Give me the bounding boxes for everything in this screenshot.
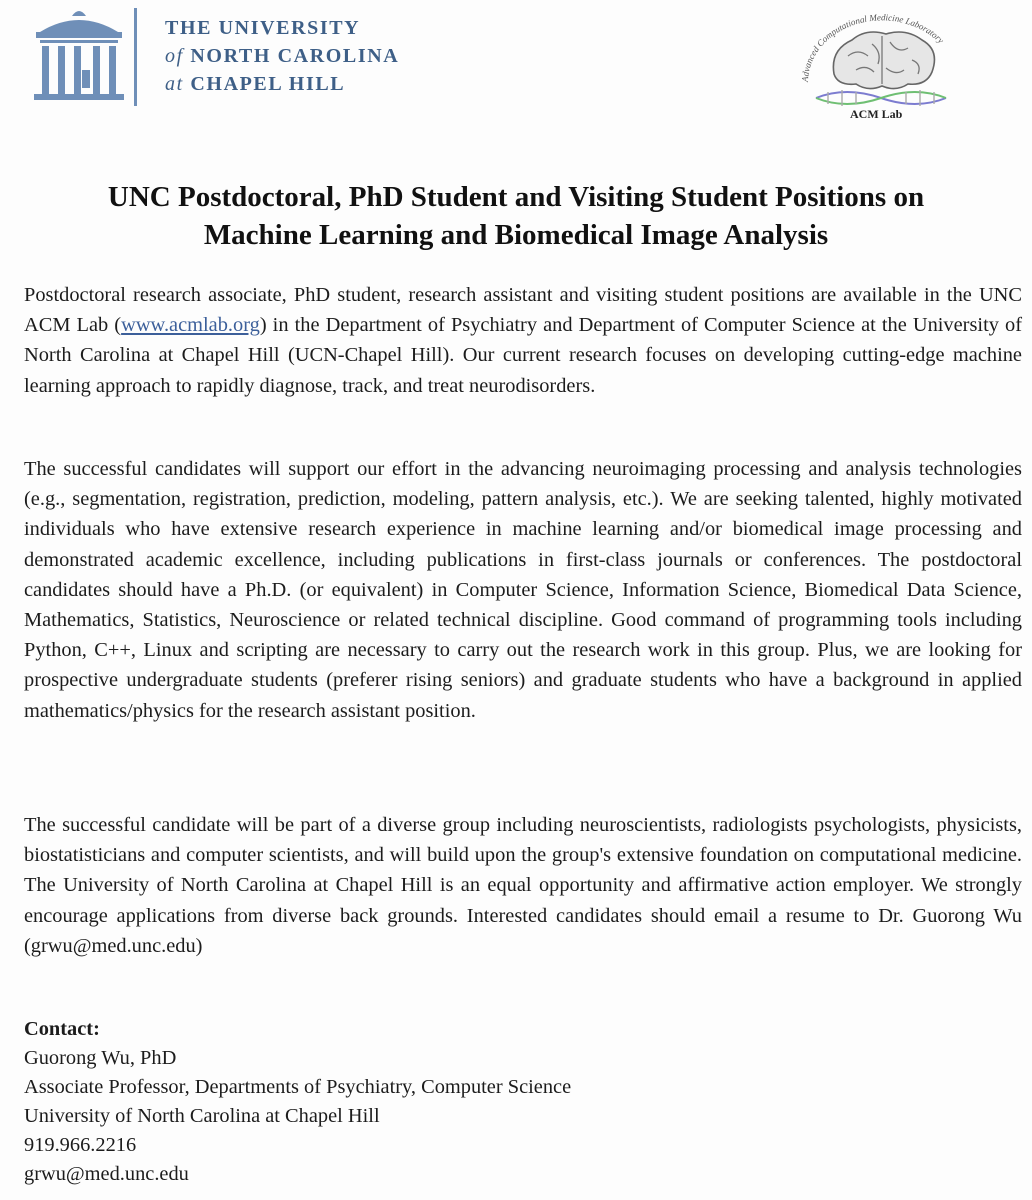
contact-heading: Contact: <box>24 1018 100 1040</box>
title-line-1: UNC Postdoctoral, PhD Student and Visiting Student Positions on <box>107 181 925 213</box>
paragraph-intro <box>24 280 1022 401</box>
acm-logo-label: ACM Lab <box>850 107 903 121</box>
unc-wordmark <box>165 14 399 98</box>
unc-old-well-logo <box>28 8 130 104</box>
paragraph-group: The successful candidate will be part of a diverse group including neuroscientists, radiologists psychologists, physicists, biostatisticians and computer scientists, and will build upon the group's extensive foundation on computational medicine. The University of North Carolina at Chapel Hill is an equal opportunity and affirmative action employer. We strongly encourage applications from diverse back grounds. Interested candidates should email a resume to Dr. Guorong Wu (grwu@med.unc.edu) <box>24 814 1022 957</box>
title-line-2: Machine Learning and Biomedical Image Analysis <box>203 219 829 251</box>
unc-line-2: NORTH CAROLINA <box>190 45 400 67</box>
contact-institution: University of North Carolina at Chapel Hill <box>24 1105 380 1127</box>
acmlab-website-link[interactable]: www.acmlab.org <box>121 314 260 337</box>
logo-divider <box>134 8 137 106</box>
paragraph-requirements: The successful candidates will support our effort in the advancing neuroimaging processing and analysis technologies (e.g., segmentation, registration, prediction, modeling, pattern analysis, etc.). We are seeking talented, highly motivated individuals who have extensive research experience in machine learning and/or biomedical image processing and demonstrated academic excellence, including publications in first-class journals or conferences. The postdoctoral candidates should have a Ph.D. (or equivalent) in Computer Science, Information Science, Biomedical Data Science, Mathematics, Statistics, Neuroscience or related technical discipline. Good command of programming tools including Python, C++, Linux and scripting are necessary to carry out the research work in this group. Plus, we are looking for prospective undergraduate students (preferer rising seniors) and graduate students who have a background in applied mathematics/physics for the research assistant position. <box>24 458 1022 722</box>
contact-block <box>24 1015 571 1189</box>
unc-line-2-prefix: of <box>165 45 184 67</box>
contact-name: Guorong Wu, PhD <box>24 1047 177 1069</box>
contact-phone: 919.966.2216 <box>24 1134 137 1156</box>
page-title <box>20 178 1012 254</box>
unc-line-3: CHAPEL HILL <box>190 73 346 95</box>
p1-after-link: ) in the Department of Psychiatry and Department of Computer Science at the University of North Carolina at Chapel Hill (UCN-Chapel Hill). Our current research focuses on developing cutting-edge machine learning approach to rapidly diagnose, track, and treat neurodisorders. <box>24 314 1022 397</box>
p1-before-link: Postdoctoral research associate, PhD student, research assistant and visiting student positions are available in the UNC ACM Lab ( <box>24 284 1022 337</box>
acm-arc-text: Advanced Computational Medicine Laboratory <box>799 12 946 83</box>
unc-line-1: THE UNIVERSITY <box>165 17 361 39</box>
letterhead <box>0 0 1032 160</box>
contact-email: grwu@med.unc.edu <box>24 1163 189 1185</box>
unc-line-3-prefix: at <box>165 73 184 95</box>
contact-position: Associate Professor, Departments of Psychiatry, Computer Science <box>24 1076 572 1098</box>
